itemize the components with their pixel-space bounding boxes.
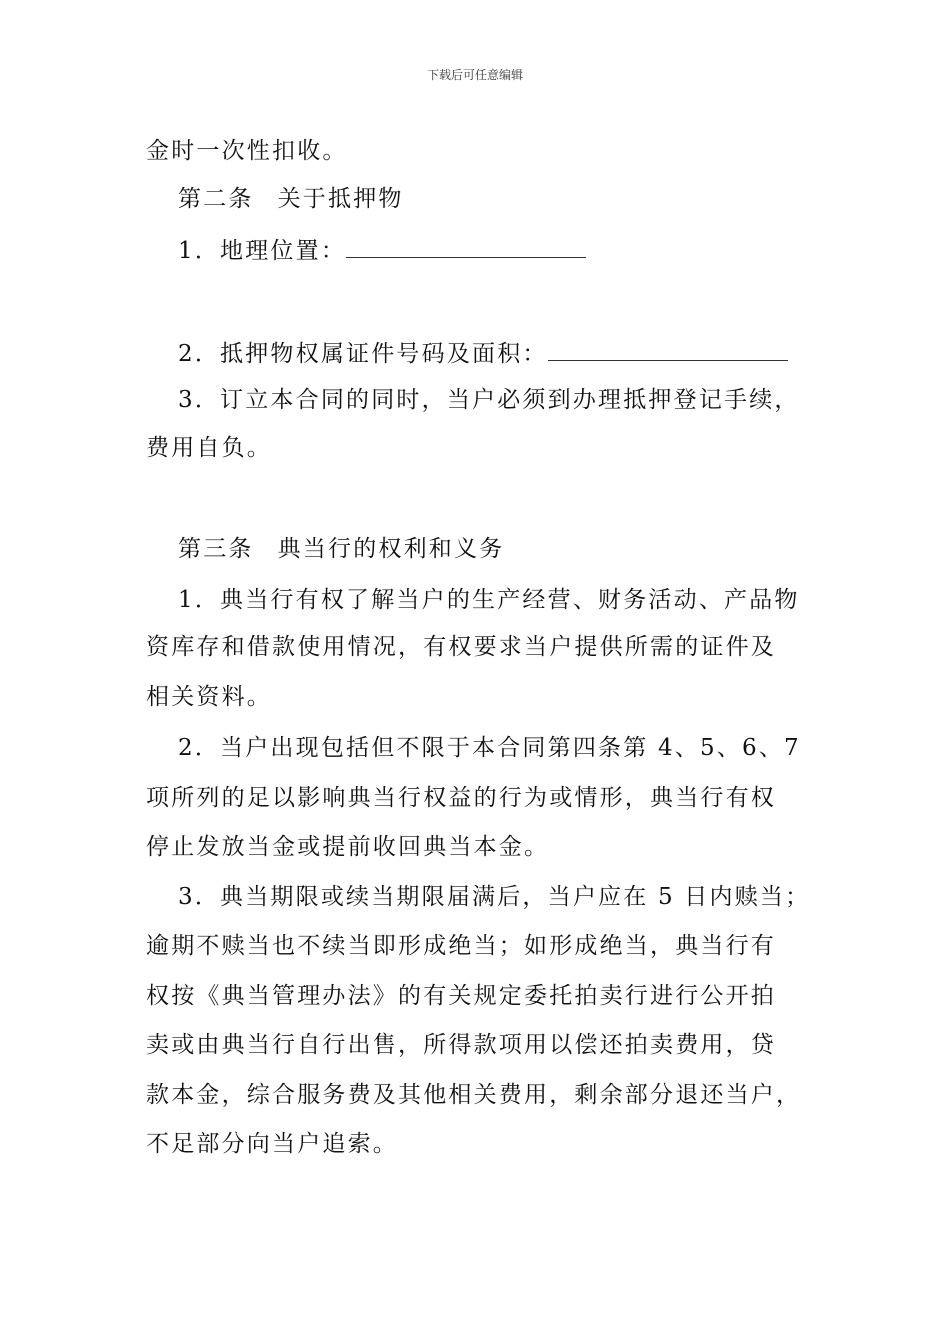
paragraph-line: 3．典当期限或续当期限届满后，当户应在 5 日内赎当； [178,884,811,910]
article-2-heading [178,184,404,214]
article-3-heading [178,534,504,564]
article-title: 典当行的权利和义务 [277,536,505,562]
paragraph-line: 金时一次性扣收。 [146,138,348,164]
paragraph-line: 相关资料。 [146,684,272,710]
paragraph-line: 逾期不赎当也不续当即形成绝当；如形成绝当，典当行有 [146,933,776,959]
article-number: 第二条 [178,186,254,212]
paragraph-line: 停止发放当金或提前收回典当本金。 [146,834,550,860]
article-title: 关于抵押物 [277,186,404,212]
paragraph-line: 1．典当行有权了解当户的生产经营、财务活动、产品物 [178,587,800,613]
paragraph-line: 不足部分向当户追索。 [146,1131,398,1157]
paragraph-line: 卖或由典当行自行出售，所得款项用以偿还拍卖费用，贷 [146,1032,776,1058]
paragraph-line: 资库存和借款使用情况，有权要求当户提供所需的证件及 [146,634,776,660]
certificate-label: 2．抵押物权属证件号码及面积： [178,341,548,367]
paragraph-line: 2．当户出现包括但不限于本合同第四条第 4、5、6、7 [178,735,801,761]
paragraph-line: 费用自负。 [146,435,272,461]
certificate-line [178,338,788,369]
location-blank[interactable] [346,235,586,258]
article-number: 第三条 [178,536,254,562]
certificate-blank[interactable] [548,338,788,361]
paragraph-line: 款本金，综合服务费及其他相关费用，剩余部分退还当户， [146,1082,802,1108]
location-line [178,235,586,266]
location-label: 1．地理位置： [178,238,347,264]
paragraph-line: 项所列的足以影响典当行权益的行为或情形，典当行有权 [146,785,776,811]
paragraph-line: 权按《典当管理办法》的有关规定委托拍卖行进行公开拍 [146,983,776,1009]
paragraph-line: 3．订立本合同的同时，当户必须到办理抵押登记手续， [178,387,800,413]
page-header-note: 下载后可任意编辑 [426,68,523,82]
